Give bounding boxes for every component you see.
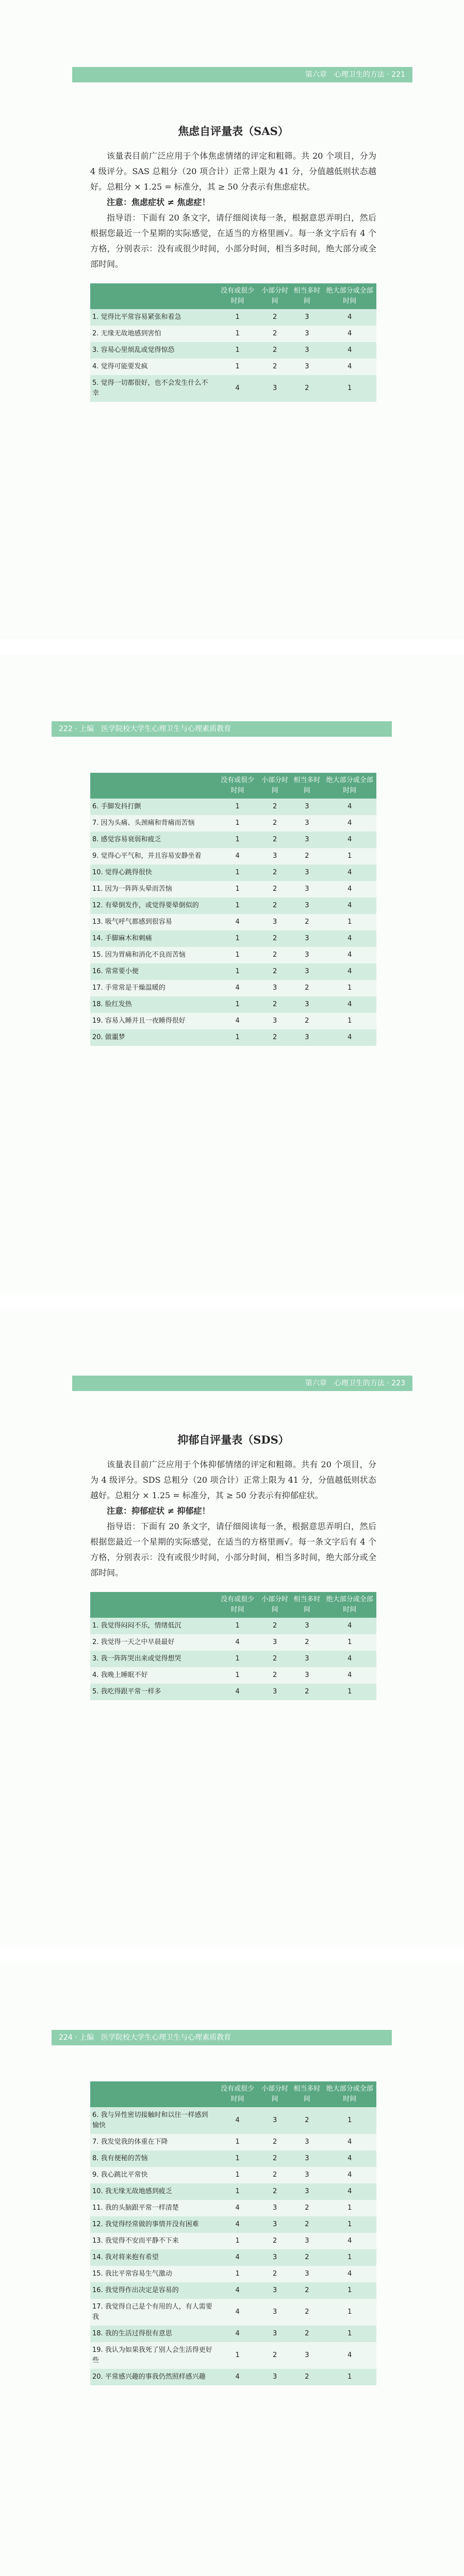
score-cell: 4: [323, 947, 377, 963]
col-header-often: 相当多时间: [291, 1592, 323, 1618]
table-row: [90, 930, 376, 947]
sds-table-body: [90, 2107, 376, 2385]
score-cell: 3: [291, 897, 323, 914]
score-cell: 3: [291, 799, 323, 815]
sas-intro-paragraph: 该量表目前广泛应用于个体焦虑情绪的评定和粗筛。共 20 个项目，分为 4 级评分。SAS 总粗分（20 项合计）正常上限为 41 分，分值越低则状态越好。总粗分 × 1.25 = 标准分，其 ≥ 50 分表示有焦虑症状。: [90, 151, 376, 192]
table-row: [90, 2299, 376, 2326]
col-header-item: [90, 1592, 216, 1618]
score-cell: 2: [291, 1013, 323, 1029]
score-cell: 2: [259, 326, 291, 342]
score-cell: 2: [259, 865, 291, 881]
score-cell: 4: [216, 980, 259, 996]
item-text: 6. 手脚发抖打颤: [90, 799, 216, 815]
col-header-sometimes: 小部分时间: [259, 2081, 291, 2107]
sas-table-body: [90, 309, 376, 402]
score-cell: 1: [323, 2282, 377, 2299]
score-cell: 2: [259, 947, 291, 963]
item-text: 18. 我的生活过得很有意思: [90, 2326, 216, 2342]
table-row: [90, 2326, 376, 2342]
score-cell: 2: [259, 2233, 291, 2249]
score-cell: 4: [323, 815, 377, 832]
score-cell: 2: [259, 832, 291, 848]
score-cell: 4: [323, 1618, 377, 1634]
score-cell: 3: [259, 1013, 291, 1029]
table-row: [90, 2134, 376, 2150]
score-cell: 4: [323, 881, 377, 897]
table-row: [90, 881, 376, 897]
score-cell: 4: [323, 2150, 377, 2167]
item-text: 13. 我觉得不安而平静不下来: [90, 2233, 216, 2249]
score-cell: 3: [291, 930, 323, 947]
item-text: 17. 手常常是干燥温暖的: [90, 980, 216, 996]
score-cell: 3: [291, 2134, 323, 2150]
score-cell: 3: [259, 1634, 291, 1651]
item-text: 15. 因为胃痛和消化不良而苦恼: [90, 947, 216, 963]
sas-note: 注意：焦虑症状 ≠ 焦虑症！: [107, 197, 210, 207]
score-cell: 4: [323, 326, 377, 342]
score-cell: 2: [259, 2266, 291, 2282]
score-cell: 1: [216, 1651, 259, 1667]
score-cell: 3: [291, 359, 323, 375]
score-cell: 3: [291, 2183, 323, 2200]
table-row: [90, 342, 376, 359]
score-cell: 1: [216, 1618, 259, 1634]
score-cell: 2: [259, 1618, 291, 1634]
score-cell: 4: [323, 1667, 377, 1684]
score-cell: 4: [323, 930, 377, 947]
sds-note: 注意：抑郁症状 ≠ 抑郁症！: [107, 1506, 210, 1516]
score-cell: 4: [323, 1029, 377, 1046]
score-cell: 2: [259, 2150, 291, 2167]
table-row: [90, 996, 376, 1013]
score-cell: 1: [323, 2299, 377, 2326]
item-text: 5. 我吃得跟平常一样多: [90, 1684, 216, 1700]
score-cell: 4: [216, 2369, 259, 2385]
table-row: [90, 963, 376, 980]
score-cell: 3: [259, 2369, 291, 2385]
table-row: [90, 2249, 376, 2266]
table-row: [90, 309, 376, 326]
score-cell: 4: [323, 2183, 377, 2200]
score-cell: 4: [323, 963, 377, 980]
score-cell: 2: [259, 2342, 291, 2369]
col-header-item: [90, 773, 216, 799]
col-header-sometimes: 小部分时间: [259, 773, 291, 799]
score-cell: 1: [323, 2200, 377, 2216]
score-cell: 3: [291, 1651, 323, 1667]
score-cell: 3: [291, 2167, 323, 2183]
score-cell: 1: [216, 2134, 259, 2150]
score-cell: 1: [323, 2107, 377, 2134]
running-header: 第六章 心理卫生的方法 · 221: [72, 67, 412, 82]
table-row: [90, 2183, 376, 2200]
table-row: [90, 359, 376, 375]
item-text: 7. 我发觉我的体重在下降: [90, 2134, 216, 2150]
score-cell: 4: [216, 1684, 259, 1700]
score-cell: 3: [259, 1684, 291, 1700]
score-cell: 3: [259, 2282, 291, 2299]
sds-table-part1: [90, 1592, 376, 1700]
table-row: [90, 2200, 376, 2216]
score-cell: 2: [291, 2299, 323, 2326]
item-text: 4. 我晚上睡眠不好: [90, 1667, 216, 1684]
score-cell: 3: [291, 1667, 323, 1684]
page-3: [0, 1309, 464, 1947]
score-cell: 4: [323, 996, 377, 1013]
score-cell: 2: [291, 848, 323, 865]
item-text: 12. 我觉得经常做的事情并没有困难: [90, 2216, 216, 2233]
score-cell: 3: [259, 914, 291, 930]
score-cell: 2: [259, 881, 291, 897]
sds-intro-paragraph: 该量表目前广泛应用于个体抑郁情绪的评定和粗筛。共有 20 个项目，分为 4 级评分。SDS 总粗分（20 项合计）正常上限为 41 分，分值越低则状态越好。总粗分 × 1.25 = 标准分，其 ≥ 50 分表示有抑郁症状。: [90, 1460, 376, 1500]
item-text: 12. 有晕倒发作，或觉得要晕倒似的: [90, 897, 216, 914]
score-cell: 1: [323, 980, 377, 996]
score-cell: 1: [216, 832, 259, 848]
score-cell: 1: [216, 309, 259, 326]
item-text: 13. 吸气呼气都感到很容易: [90, 914, 216, 930]
section-title-sds: 抑郁自评量表（SDS）: [177, 1433, 289, 1446]
score-cell: 3: [291, 2233, 323, 2249]
sas-table-body: [90, 799, 376, 1046]
table-row: [90, 980, 376, 996]
sds-table-body: [90, 1618, 376, 1700]
item-text: 19. 容易入睡并且一夜睡得很好: [90, 1013, 216, 1029]
score-cell: 2: [291, 2326, 323, 2342]
score-cell: 1: [216, 2233, 259, 2249]
score-cell: 3: [291, 2342, 323, 2369]
score-cell: 4: [323, 2167, 377, 2183]
col-header-rarely: 没有或很少时间: [216, 2081, 259, 2107]
score-cell: 1: [216, 996, 259, 1013]
sas-instructions: 指导语：下面有 20 条文字，请仔细阅读每一条，根据意思弄明白，然后根据您最近一个星期的实际感觉，在适当的方格里画√。每一条文字后有 4 个方格，分别表示：没有或很少时间，小部分时间，相当多时间，绝大部分或全部时间。: [90, 213, 376, 269]
score-cell: 3: [291, 832, 323, 848]
score-cell: 4: [216, 2326, 259, 2342]
running-header: 224 · 上编 医学院校大学生心理卫生与心理素质教育: [52, 2030, 392, 2045]
score-cell: 3: [291, 326, 323, 342]
score-cell: 1: [323, 2369, 377, 2385]
table-row: [90, 947, 376, 963]
score-cell: 2: [291, 980, 323, 996]
page-2: [0, 654, 464, 1293]
score-cell: 2: [259, 309, 291, 326]
table-row: [90, 1029, 376, 1046]
score-cell: 3: [291, 881, 323, 897]
table-row: [90, 832, 376, 848]
page-4-content: [90, 2081, 376, 2385]
score-cell: 2: [291, 2200, 323, 2216]
table-row: [90, 2233, 376, 2249]
score-cell: 4: [323, 865, 377, 881]
score-cell: 2: [259, 815, 291, 832]
page-2-content: [90, 773, 376, 1046]
score-cell: 3: [259, 2216, 291, 2233]
item-text: 20. 平常感兴趣的事我仍然照样感兴趣: [90, 2369, 216, 2385]
score-cell: 3: [291, 2266, 323, 2282]
score-cell: 3: [291, 996, 323, 1013]
col-header-rarely: 没有或很少时间: [216, 283, 259, 309]
running-header: 222 · 上编 医学院校大学生心理卫生与心理素质教育: [52, 721, 392, 737]
col-header-sometimes: 小部分时间: [259, 283, 291, 309]
score-cell: 1: [216, 359, 259, 375]
score-cell: 4: [216, 2200, 259, 2216]
col-header-often: 相当多时间: [291, 2081, 323, 2107]
page-1: [0, 0, 464, 639]
score-cell: 3: [259, 980, 291, 996]
table-row: [90, 1013, 376, 1029]
table-row: [90, 1634, 376, 1651]
score-cell: 3: [291, 309, 323, 326]
item-text: 18. 脸红发热: [90, 996, 216, 1013]
table-row: [90, 815, 376, 832]
score-cell: 1: [216, 947, 259, 963]
score-cell: 2: [291, 2282, 323, 2299]
table-row: [90, 2266, 376, 2282]
score-cell: 2: [291, 1684, 323, 1700]
score-cell: 1: [216, 2183, 259, 2200]
score-cell: 4: [323, 799, 377, 815]
score-cell: 2: [259, 1651, 291, 1667]
col-header-always: 绝大部分或全部时间: [323, 283, 377, 309]
score-cell: 3: [291, 947, 323, 963]
item-text: 11. 我的头脑跟平常一样清楚: [90, 2200, 216, 2216]
item-text: 6. 我与异性密切接触时和以往一样感到愉快: [90, 2107, 216, 2134]
score-cell: 1: [323, 1634, 377, 1651]
score-cell: 2: [259, 359, 291, 375]
col-header-rarely: 没有或很少时间: [216, 1592, 259, 1618]
score-cell: 2: [259, 2183, 291, 2200]
score-cell: 4: [323, 832, 377, 848]
score-cell: 2: [291, 375, 323, 402]
item-text: 16. 常常要小便: [90, 963, 216, 980]
table-row: [90, 897, 376, 914]
table-row: [90, 2167, 376, 2183]
score-cell: 3: [259, 848, 291, 865]
score-cell: 2: [259, 1667, 291, 1684]
score-cell: 4: [216, 375, 259, 402]
score-cell: 2: [259, 342, 291, 359]
score-cell: 2: [291, 2216, 323, 2233]
sds-instructions: 指导语：下面有 20 条文字，请仔细阅读每一条，根据意思弄明白，然后根据您最近一个星期的实际感觉，在适当的方格里画√。每一条文字后有 4 个方格，分别表示：没有或很少时间，小部分时间，相当多时间，绝大部分或全部时间。: [90, 1521, 376, 1578]
page-4: [0, 1963, 464, 2576]
score-cell: 4: [323, 309, 377, 326]
score-cell: 4: [216, 2299, 259, 2326]
col-header-rarely: 没有或很少时间: [216, 773, 259, 799]
table-row: [90, 326, 376, 342]
score-cell: 4: [216, 2216, 259, 2233]
sas-table-part1: [90, 283, 376, 402]
section-title-sas: 焦虑自评量表（SAS）: [178, 125, 289, 138]
item-text: 19. 我认为如果我死了别人会生活得更好些: [90, 2342, 216, 2369]
score-cell: 1: [216, 799, 259, 815]
score-cell: 1: [323, 375, 377, 402]
item-text: 3. 我一阵阵哭出来或觉得想哭: [90, 1651, 216, 1667]
table-row: [90, 2342, 376, 2369]
score-cell: 4: [216, 914, 259, 930]
score-cell: 3: [259, 2326, 291, 2342]
item-text: 1. 我觉得闷闷不乐，情绪低沉: [90, 1618, 216, 1634]
table-row: [90, 799, 376, 815]
score-cell: 3: [259, 2107, 291, 2134]
table-row: [90, 375, 376, 402]
item-text: 15. 我比平常容易生气激动: [90, 2266, 216, 2282]
page-3-content: [90, 1432, 376, 1700]
item-text: 14. 我对将来抱有希望: [90, 2249, 216, 2266]
score-cell: 1: [216, 326, 259, 342]
table-row: [90, 2369, 376, 2385]
table-row: [90, 2282, 376, 2299]
table-row: [90, 2150, 376, 2167]
table-row: [90, 2216, 376, 2233]
item-text: 11. 因为一阵阵头晕而苦恼: [90, 881, 216, 897]
score-cell: 4: [216, 2249, 259, 2266]
table-row: [90, 1618, 376, 1634]
score-cell: 4: [323, 342, 377, 359]
col-header-often: 相当多时间: [291, 283, 323, 309]
item-text: 17. 我觉得自己是个有用的人，有人需要我: [90, 2299, 216, 2326]
score-cell: 1: [323, 2216, 377, 2233]
score-cell: 4: [323, 2134, 377, 2150]
score-cell: 2: [259, 2167, 291, 2183]
score-cell: 2: [259, 963, 291, 980]
score-cell: 3: [291, 2150, 323, 2167]
table-row: [90, 914, 376, 930]
col-header-always: 绝大部分或全部时间: [323, 773, 377, 799]
score-cell: 2: [259, 799, 291, 815]
score-cell: 1: [216, 815, 259, 832]
item-text: 4. 觉得可能要发疯: [90, 359, 216, 375]
col-header-item: [90, 2081, 216, 2107]
score-cell: 4: [323, 897, 377, 914]
score-cell: 3: [259, 2299, 291, 2326]
item-text: 7. 因为头痛、头颈痛和背痛而苦恼: [90, 815, 216, 832]
table-row: [90, 848, 376, 865]
item-text: 10. 觉得心跳得很快: [90, 865, 216, 881]
sds-table-part2: [90, 2081, 376, 2385]
score-cell: 3: [291, 1029, 323, 1046]
sas-table-part2: [90, 773, 376, 1046]
score-cell: 1: [216, 1667, 259, 1684]
score-cell: 2: [291, 2249, 323, 2266]
score-cell: 3: [259, 2249, 291, 2266]
score-cell: 1: [216, 342, 259, 359]
item-text: 14. 手脚麻木和刺痛: [90, 930, 216, 947]
score-cell: 3: [291, 865, 323, 881]
score-cell: 1: [323, 2326, 377, 2342]
score-cell: 2: [291, 1634, 323, 1651]
score-cell: 2: [291, 2107, 323, 2134]
col-header-sometimes: 小部分时间: [259, 1592, 291, 1618]
item-text: 10. 我无缘无故地感到疲乏: [90, 2183, 216, 2200]
item-text: 8. 感觉容易衰弱和疲乏: [90, 832, 216, 848]
score-cell: 1: [216, 963, 259, 980]
score-cell: 2: [259, 897, 291, 914]
item-text: 9. 我心跳比平常快: [90, 2167, 216, 2183]
page-1-content: [90, 124, 376, 402]
score-cell: 2: [259, 996, 291, 1013]
score-cell: 3: [291, 963, 323, 980]
score-cell: 3: [291, 342, 323, 359]
score-cell: 4: [216, 2282, 259, 2299]
table-row: [90, 1667, 376, 1684]
score-cell: 4: [216, 1013, 259, 1029]
score-cell: 2: [291, 914, 323, 930]
score-cell: 1: [323, 2249, 377, 2266]
table-row: [90, 1651, 376, 1667]
item-text: 16. 我觉得作出决定是容易的: [90, 2282, 216, 2299]
col-header-item: [90, 283, 216, 309]
item-text: 8. 我有便秘的苦恼: [90, 2150, 216, 2167]
score-cell: 1: [216, 881, 259, 897]
score-cell: 1: [216, 897, 259, 914]
score-cell: 2: [259, 1029, 291, 1046]
score-cell: 1: [216, 2266, 259, 2282]
item-text: 5. 觉得一切都很好，也不会发生什么不幸: [90, 375, 216, 402]
score-cell: 3: [291, 815, 323, 832]
score-cell: 1: [323, 914, 377, 930]
table-row: [90, 865, 376, 881]
col-header-always: 绝大部分或全部时间: [323, 2081, 377, 2107]
score-cell: 3: [259, 375, 291, 402]
table-row: [90, 2107, 376, 2134]
item-text: 9. 觉得心平气和，并且容易安静坐着: [90, 848, 216, 865]
score-cell: 4: [216, 848, 259, 865]
col-header-often: 相当多时间: [291, 773, 323, 799]
item-text: 20. 做噩梦: [90, 1029, 216, 1046]
score-cell: 1: [216, 2167, 259, 2183]
score-cell: 4: [323, 2342, 377, 2369]
score-cell: 4: [323, 2233, 377, 2249]
score-cell: 2: [291, 2369, 323, 2385]
col-header-always: 绝大部分或全部时间: [323, 1592, 377, 1618]
item-text: 3. 容易心里烦乱或觉得惊恐: [90, 342, 216, 359]
table-row: [90, 1684, 376, 1700]
score-cell: 1: [216, 2150, 259, 2167]
score-cell: 4: [216, 1634, 259, 1651]
score-cell: 1: [323, 848, 377, 865]
score-cell: 1: [323, 1684, 377, 1700]
score-cell: 2: [259, 930, 291, 947]
score-cell: 4: [323, 2266, 377, 2282]
item-text: 1. 觉得比平常容易紧张和着急: [90, 309, 216, 326]
score-cell: 1: [216, 2342, 259, 2369]
score-cell: 2: [259, 2134, 291, 2150]
score-cell: 1: [323, 1013, 377, 1029]
running-header: 第六章 心理卫生的方法 · 223: [72, 1376, 412, 1391]
score-cell: 3: [291, 1618, 323, 1634]
score-cell: 4: [323, 1651, 377, 1667]
score-cell: 4: [216, 2107, 259, 2134]
score-cell: 3: [259, 2200, 291, 2216]
score-cell: 4: [323, 359, 377, 375]
item-text: 2. 我觉得一天之中早晨最好: [90, 1634, 216, 1651]
score-cell: 1: [216, 1029, 259, 1046]
score-cell: 1: [216, 865, 259, 881]
item-text: 2. 无缘无故地感到害怕: [90, 326, 216, 342]
score-cell: 1: [216, 930, 259, 947]
